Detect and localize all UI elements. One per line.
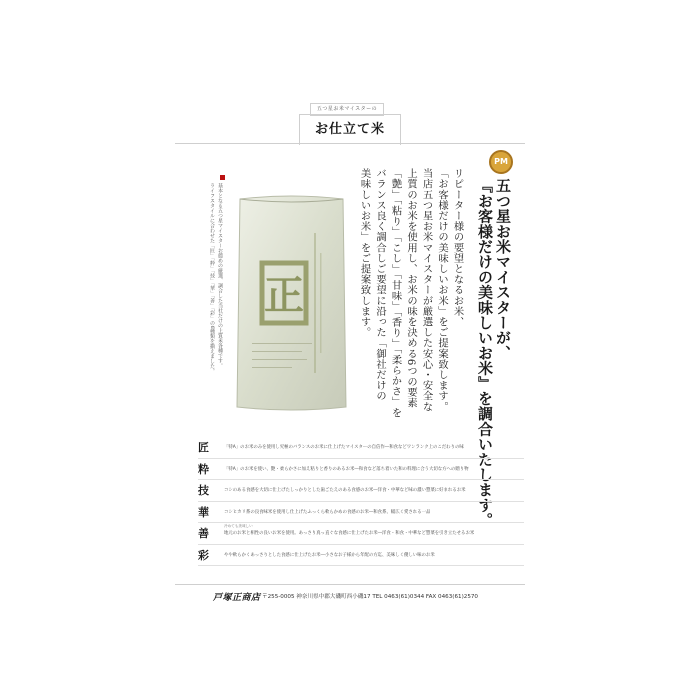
product-tag: 冷めても美味しい (224, 524, 253, 528)
product-description: 「特A」のお米を使い、艶・柔らかさに加え粘りと香りのあるお米―和食など落ち着いた和の料理に合う大切な方への贈り物 (224, 466, 469, 472)
product-description: コシヒカリ系の良食味米を使用し仕上げたふっくら軟らかめの食感のお米―和食系、幅広く愛される一品 (224, 509, 431, 515)
list-item (198, 437, 524, 459)
footer-divider (175, 584, 525, 585)
side-note-line: ライフスタイルに合わせた「匠」「粋」「技」「華」「善」「彩」の6種類を揃えました。 (209, 183, 215, 374)
side-note-marker (220, 175, 225, 180)
rice-bag-icon (232, 193, 351, 413)
list-item (198, 480, 524, 502)
product-kanji: 粋 (198, 462, 209, 476)
shop-name: 戸塚正商店 (213, 593, 261, 603)
rice-bag-image (232, 193, 351, 413)
list-item (198, 502, 524, 524)
body-line: 美味しいお米」をご提案致します。 (358, 168, 371, 338)
headline-line-2: 『お客様だけの美味しいお米』を調合いたします。 (476, 178, 494, 528)
body-line: 「お客様だけの美味しいお米」をご提案致します。 (436, 168, 448, 412)
list-item (198, 459, 524, 481)
product-description: 地元のお米と相性の良いお米を使用。あっさり真っ直ぐな食感に仕上げたお米―洋食・和食・中華など惣菜を引き立たせるお米 (224, 531, 475, 537)
body-line: 「艶」「粘り」「こし」「甘味」「香り」「柔らかさ」を (389, 168, 402, 418)
body-line: リピーター様の要望となるお米、 (451, 168, 464, 327)
product-kanji: 彩 (198, 548, 209, 562)
product-kanji: 匠 (198, 441, 209, 455)
pm-logo: PM (489, 150, 513, 174)
product-list (198, 437, 524, 566)
body-text (356, 168, 465, 430)
body-line: バランス良く調合しご要望に沿った「御社だけの (374, 168, 386, 402)
headline (476, 178, 512, 528)
side-note-line: 基本となる五つ星マイスターお薦めの厳選、調合した当社だけの上質米各種です。 (217, 183, 223, 368)
list-item (198, 523, 524, 545)
product-kanji: 技 (198, 484, 209, 498)
title-divider (175, 143, 525, 144)
product-description: やや軟らかくあっさりとした食感に仕上げたお米―小さなお子様から年配の方迄、美味しく優しい味のお米 (224, 552, 435, 558)
side-note (208, 183, 224, 418)
page-title: お仕立て米 (299, 114, 401, 145)
headline-line-1: 五つ星お米マイスターが、 (494, 178, 512, 361)
header-tab-label: 五つ星お米マイスターの (310, 103, 384, 116)
svg-text:正: 正 (264, 272, 304, 319)
shop-address: 〒255-0005 神奈川県中郡大磯町西小磯17 TEL 0463(61)0344 FAX 0463(61)2570 (262, 594, 478, 600)
list-item (198, 545, 524, 567)
product-kanji: 華 (198, 505, 209, 519)
body-line: 上質のお米を使用し、お米の味を決める6つの要素 (405, 168, 417, 409)
product-description: コシのある食感を大切に仕上げたしっかりとした歯ごたえのある食感のお米―洋食・中華など味の濃い惣菜に好まれるお米 (224, 488, 466, 494)
product-kanji: 善 (198, 527, 209, 541)
product-description: 「特A」のお米のみを使用し究極のバランスのお米に仕上げたマイスターの自信作―和食などワンランク上のこだわりの味 (224, 445, 464, 451)
body-line: 当店五つ星お米マイスターが厳選した安心・安全な (420, 168, 433, 412)
